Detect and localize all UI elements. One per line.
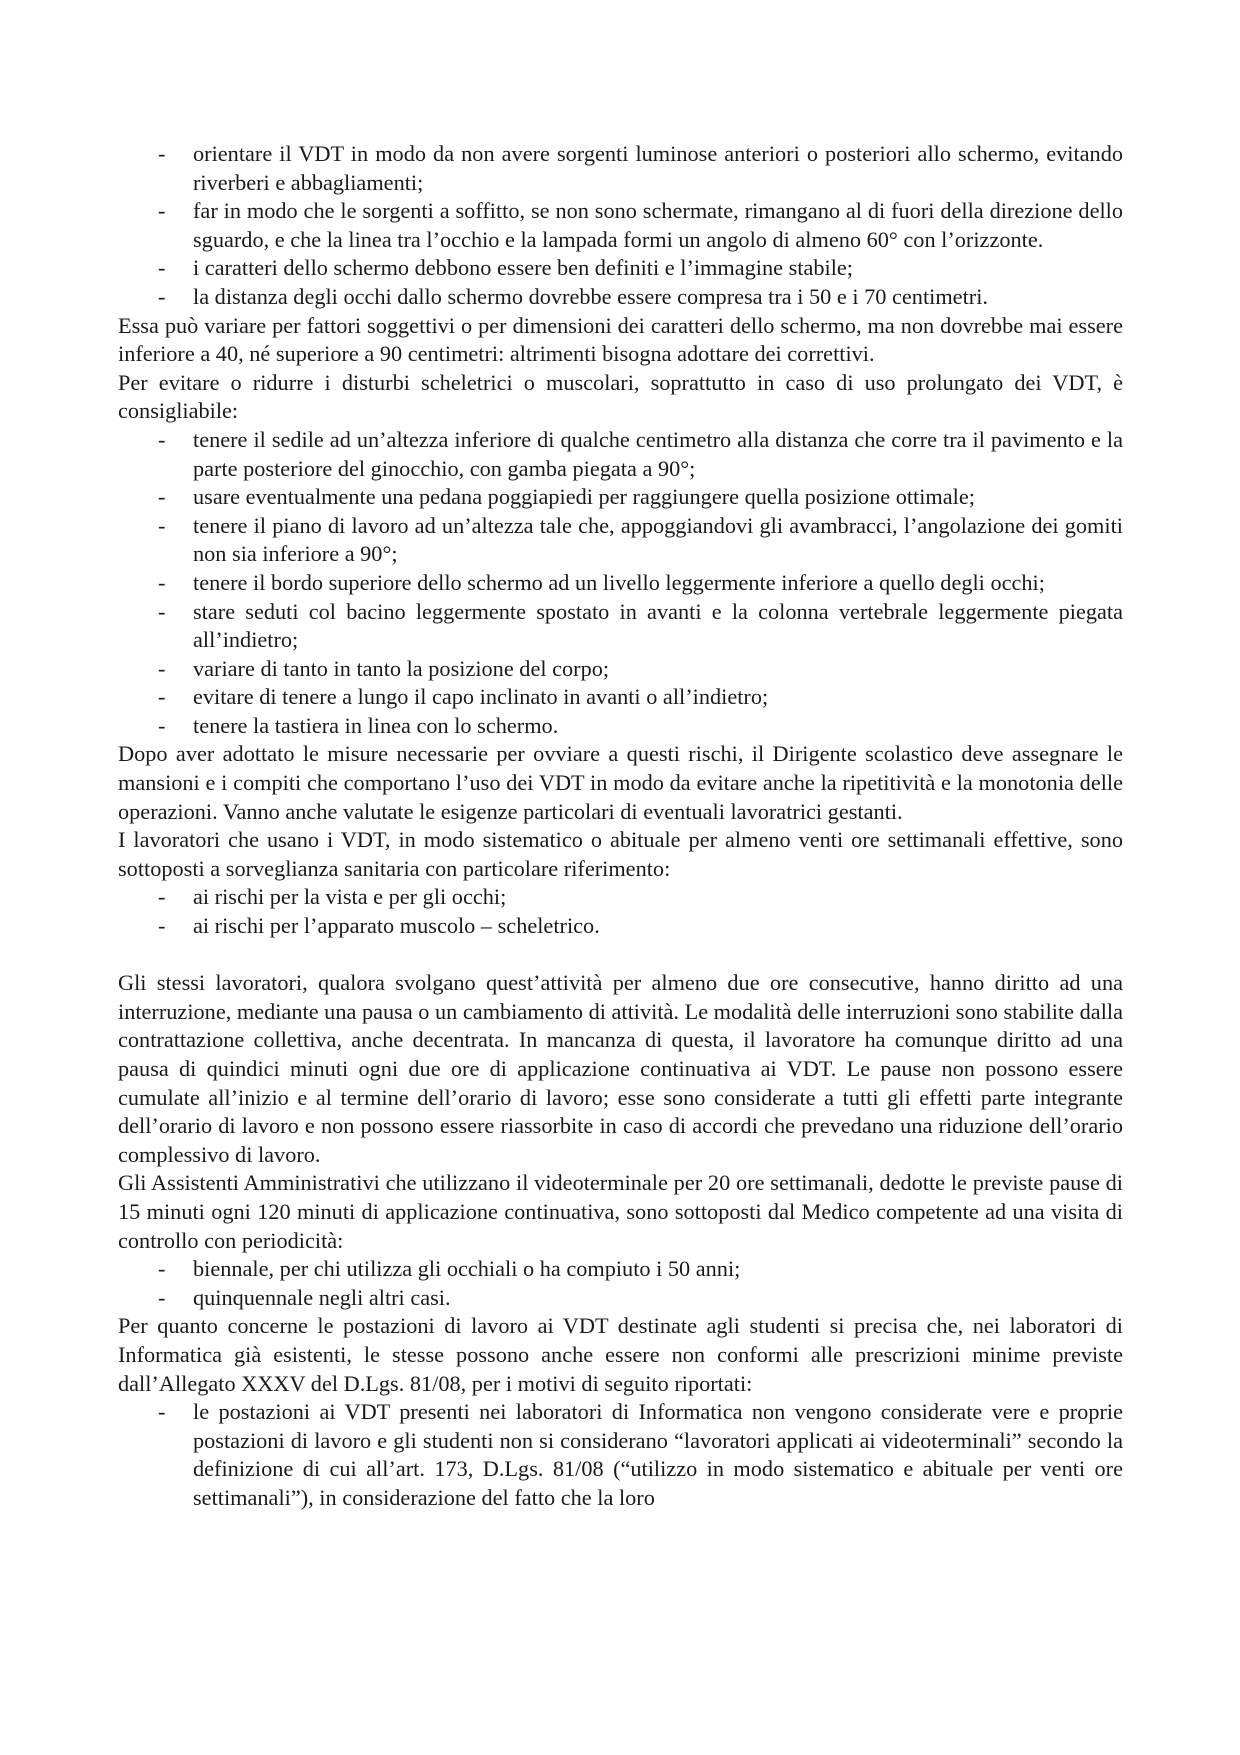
list-item bbox=[118, 283, 1123, 312]
list-item-text: tenere il bordo superiore dello schermo ad un livello leggermente inferiore a quello degli occhi; bbox=[193, 569, 1045, 595]
visit-frequency-list bbox=[118, 1255, 1123, 1312]
list-item bbox=[118, 569, 1123, 598]
list-item-text: evitare di tenere a lungo il capo inclinato in avanti o all’indietro; bbox=[193, 684, 769, 710]
list-item bbox=[118, 655, 1123, 684]
list-item-text: usare eventualmente una pedana poggiapiedi per raggiungere quella posizione ottimale; bbox=[193, 484, 975, 510]
list-item-text: orientare il VDT in modo da non avere sorgenti luminose anteriori o posteriori allo schermo, evitando riverberi e abbagliamenti; bbox=[193, 141, 1123, 195]
list-item bbox=[118, 712, 1123, 741]
list-item-text: i caratteri dello schermo debbono essere ben definiti e l’immagine stabile; bbox=[193, 255, 854, 281]
bullet-dash: - bbox=[158, 255, 166, 281]
list-item-text: quinquennale negli altri casi. bbox=[193, 1284, 451, 1310]
posture-advice-list bbox=[118, 426, 1123, 741]
list-item-text: stare seduti col bacino leggermente spostato in avanti e la colonna vertebrale leggermente piegata all’indietro; bbox=[193, 598, 1123, 653]
list-item bbox=[118, 1284, 1123, 1313]
list-item-text: far in modo che le sorgenti a soffitto, se non sono schermate, rimangano al di fuori della direzione dello sguardo, e che la linea tra l’occhio e la lampada formi un angolo di almeno 60° con l’orizzonte. bbox=[193, 198, 1123, 252]
list-item bbox=[118, 483, 1123, 512]
list-item bbox=[118, 683, 1123, 712]
bullet-dash: - bbox=[158, 712, 166, 738]
bullet-dash: - bbox=[158, 484, 166, 510]
bullet-dash: - bbox=[158, 141, 166, 166]
paragraph-administrative-staff: Gli Assistenti Amministrativi che utilizzano il videoterminale per 20 ore settimanali, dedotte le previste pause di 15 minuti ogni 120 minuti di applicazione continuativa, sono sottoposti dal Medico competente ad una visita di controllo con periodicità: bbox=[118, 1170, 1123, 1253]
bullet-dash: - bbox=[158, 884, 166, 910]
bullet-dash: - bbox=[158, 512, 166, 538]
list-item-text: tenere la tastiera in linea con lo schermo. bbox=[193, 712, 559, 738]
list-item bbox=[118, 1398, 1123, 1512]
list-item bbox=[118, 598, 1123, 655]
bullet-dash: - bbox=[158, 1284, 166, 1310]
list-item-text: le postazioni ai VDT presenti nei laboratori di Informatica non vengono considerate vere e proprie postazioni di lavoro e gli studenti non si considerano “lavoratori applicati ai videoterminali” secondo la definizione di cui all’art. 173, D.Lgs. 81/08 (“utilizzo in modo sistematico e abituale per venti ore settimanali”), in considerazione del fatto che la loro bbox=[193, 1399, 1123, 1510]
document-page bbox=[118, 140, 1123, 1513]
list-item bbox=[118, 883, 1123, 912]
list-item bbox=[118, 140, 1123, 197]
list-item-text: la distanza degli occhi dallo schermo dovrebbe essere compresa tra i 50 e i 70 centimetri. bbox=[193, 283, 988, 309]
list-item bbox=[118, 254, 1123, 283]
bullet-dash: - bbox=[158, 598, 166, 624]
paragraph-student-workstations: Per quanto concerne le postazioni di lavoro ai VDT destinate agli studenti si precisa che, nei laboratori di Informatica già esistenti, le stesse possono anche essere non conformi alle prescrizioni minime previste dall’Allegato XXXV del D.Lgs. 81/08, per i motivi di seguito riportati: bbox=[118, 1313, 1123, 1396]
list-item-text: ai rischi per la vista e per gli occhi; bbox=[193, 884, 507, 910]
paragraph-posture-intro: Per evitare o ridurre i disturbi scheletrici o muscolari, soprattutto in caso di uso prolungato dei VDT, è consigliabile: bbox=[118, 369, 1123, 424]
list-item-text: variare di tanto in tanto la posizione del corpo; bbox=[193, 655, 610, 681]
paragraph-health-surveillance: I lavoratori che usano i VDT, in modo sistematico o abituale per almeno venti ore settimanali effettive, sono sottoposti a sorveglianza sanitaria con particolare riferimento: bbox=[118, 827, 1123, 881]
list-item bbox=[118, 197, 1123, 254]
list-item-text: ai rischi per l’apparato muscolo – scheletrico. bbox=[193, 913, 600, 939]
screen-orientation-list bbox=[118, 140, 1123, 312]
bullet-dash: - bbox=[158, 198, 166, 224]
list-item bbox=[118, 512, 1123, 569]
list-item bbox=[118, 1255, 1123, 1284]
bullet-dash: - bbox=[158, 655, 166, 681]
list-item-text: biennale, per chi utilizza gli occhiali o ha compiuto i 50 anni; bbox=[193, 1256, 741, 1282]
paragraph-task-assignment: Dopo aver adottato le misure necessarie per ovviare a questi rischi, il Dirigente scolastico deve assegnare le mansioni e i compiti che comportano l’uso dei VDT in modo da evitare anche la ripetitività e la monotonia delle operazioni. Vanno anche valutate le esigenze particolari di eventuali lavoratrici gestanti. bbox=[118, 741, 1123, 824]
list-item bbox=[118, 426, 1123, 483]
paragraph-viewing-distance: Essa può variare per fattori soggettivi o per dimensioni dei caratteri dello schermo, ma non dovrebbe mai essere inferiore a 40, né superiore a 90 centimetri: altrimenti bisogna adottare dei correttivi. bbox=[118, 312, 1123, 367]
bullet-dash: - bbox=[158, 1256, 166, 1282]
bullet-dash: - bbox=[158, 283, 166, 309]
student-workstation-reasons-list bbox=[118, 1398, 1123, 1512]
bullet-dash: - bbox=[158, 569, 166, 595]
bullet-dash: - bbox=[158, 1399, 166, 1425]
list-item bbox=[118, 912, 1123, 941]
risk-list bbox=[118, 883, 1123, 940]
list-item-text: tenere il sedile ad un’altezza inferiore di qualche centimetro alla distanza che corre tra il pavimento e la parte posteriore del ginocchio, con gamba piegata a 90°; bbox=[193, 426, 1123, 481]
bullet-dash: - bbox=[158, 684, 166, 710]
bullet-dash: - bbox=[158, 426, 166, 452]
paragraph-gap bbox=[118, 941, 1123, 970]
bullet-dash: - bbox=[158, 913, 166, 939]
list-item-text: tenere il piano di lavoro ad un’altezza tale che, appoggiandovi gli avambracci, l’angolazione dei gomiti non sia inferiore a 90°; bbox=[193, 512, 1123, 567]
paragraph-breaks: Gli stessi lavoratori, qualora svolgano quest’attività per almeno due ore consecutive, hanno diritto ad una interruzione, mediante una pausa o un cambiamento di attività. Le modalità delle interruzioni sono stabilite dalla contrattazione collettiva, anche decentrata. In mancanza di questa, il lavoratore ha comunque diritto ad una pausa di quindici minuti ogni due ore di applicazione continuativa ai VDT. Le pause non possono essere cumulate all’inizio e al termine dell’orario di lavoro; esse sono considerate a tutti gli effetti parte integrante dell’orario di lavoro e non possono essere riassorbite in caso di accordi che prevedano una riduzione dell’orario complessivo di lavoro. bbox=[118, 970, 1123, 1167]
